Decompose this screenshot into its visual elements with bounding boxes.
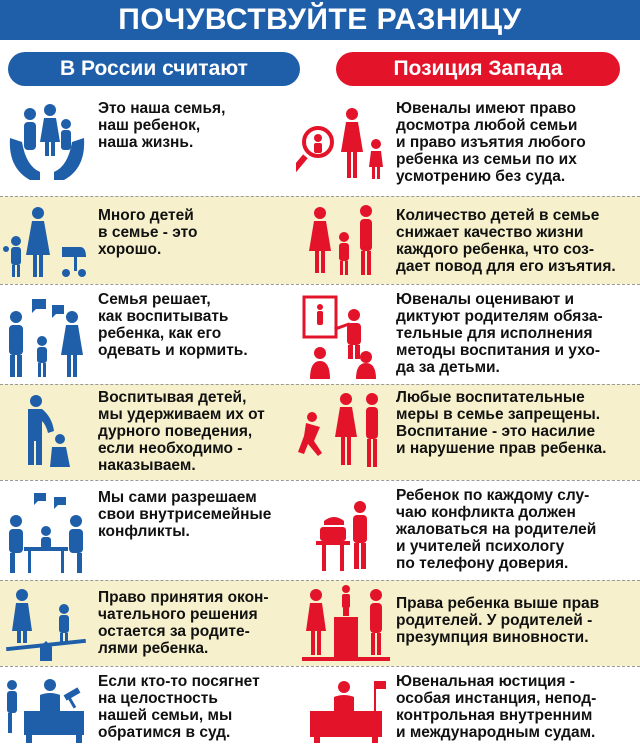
parent-scolding-child-icon bbox=[6, 393, 88, 473]
header-west: Позиция Запада bbox=[336, 52, 620, 86]
russia-text-6: Право принятия окон- чательного решения остается за родите- лями ребенка. bbox=[98, 589, 269, 657]
header-russia: В России считают bbox=[8, 52, 300, 86]
child-on-podium-icon bbox=[302, 585, 390, 665]
russia-text-3: Семья решает, как воспитывать ребенка, как его одевать и кормить. bbox=[98, 291, 248, 359]
west-text-7: Ювенальная юстиция - особая инстанция, непод- контрольная внутренним и международным судам. bbox=[396, 673, 597, 741]
russia-text-5: Мы сами разрешаем свои внутрисемейные конфликты. bbox=[98, 489, 272, 540]
comparison-row-3 bbox=[0, 284, 640, 384]
comparison-row-1 bbox=[0, 94, 640, 196]
page-title: ПОЧУВСТВУЙТЕ РАЗНИЦУ bbox=[0, 0, 640, 40]
west-text-2: Количество детей в семье снижает качество жизни каждого ребенка, что соз- дает повод для его изъятия. bbox=[396, 207, 616, 275]
west-text-1: Ювеналы имеют право досмотра любой семьи и право изъятия любого ребенка из семьи по их усмотрению без суда. bbox=[396, 100, 586, 185]
russia-text-7: Если кто-то посягнет на целостность нашей семьи, мы обратимся в суд. bbox=[98, 673, 260, 741]
judge-gavel-icon bbox=[4, 673, 90, 745]
parents-on-scales-icon bbox=[4, 587, 90, 663]
west-text-3: Ювеналы оценивают и диктуют родителям обяза- тельные для исполнения методы воспитания и ухо- да за детьми. bbox=[396, 291, 603, 376]
mother-children-stroller-icon bbox=[2, 203, 90, 281]
russia-text-4: Воспитывая детей, мы удерживаем их от дурного поведения, если необходимо - наказываем. bbox=[98, 389, 265, 474]
family-at-table-icon bbox=[4, 491, 90, 577]
magnifier-family-icon bbox=[296, 104, 392, 188]
juvenile-court-icon bbox=[300, 675, 392, 745]
comparison-row-4 bbox=[0, 384, 640, 480]
russia-text-1: Это наша семья, наш ребенок, наша жизнь. bbox=[98, 100, 226, 151]
family-many-children-icon bbox=[304, 203, 386, 279]
west-text-6: Права ребенка выше прав родителей. У родителей - презумпция виновности. bbox=[396, 595, 600, 646]
child-running-from-parents-icon bbox=[296, 391, 390, 473]
comparison-row-7 bbox=[0, 666, 640, 746]
family-in-hands-icon bbox=[6, 98, 88, 188]
family-talking-icon bbox=[2, 295, 92, 381]
west-text-4: Любые воспитательные меры в семье запрещены. Воспитание - это насилие и нарушение прав ребенка. bbox=[396, 389, 607, 457]
russia-text-2: Много детей в семье - это хорошо. bbox=[98, 207, 198, 258]
lecturer-board-icon bbox=[300, 295, 390, 381]
child-on-phone-icon bbox=[312, 497, 386, 575]
west-text-5: Ребенок по каждому слу- чаю конфликта должен жаловаться на родителей и учителей психологу по телефону доверия. bbox=[396, 487, 597, 572]
comparison-row-6 bbox=[0, 580, 640, 666]
comparison-row-2 bbox=[0, 196, 640, 284]
comparison-row-5 bbox=[0, 480, 640, 580]
